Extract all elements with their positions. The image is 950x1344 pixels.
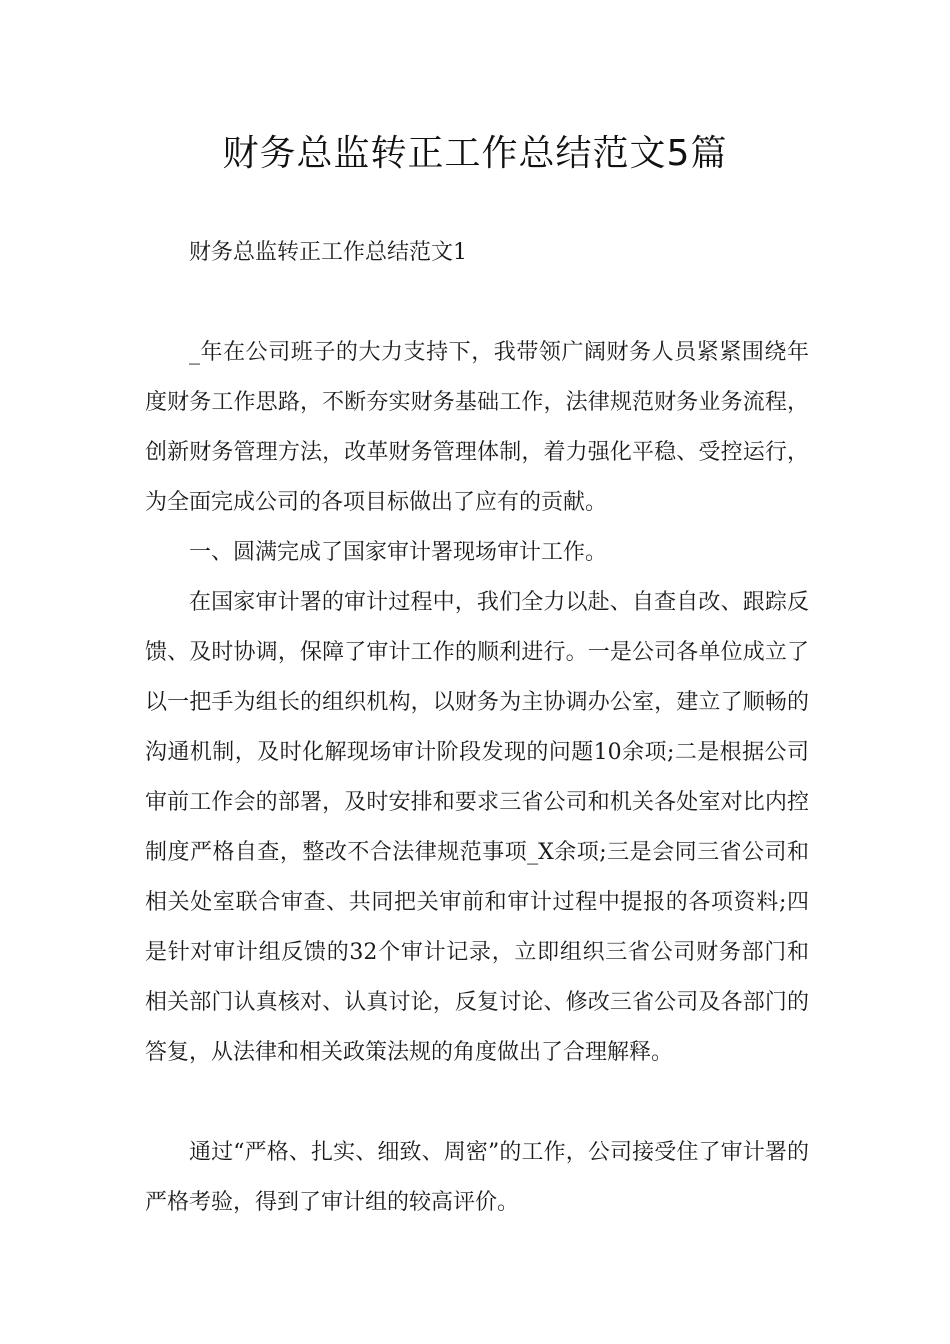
paragraph-audit-process: 在国家审计署的审计过程中，我们全力以赴、自查自改、跟踪反馈、及时协调，保障了审计工作的顺利进行。一是公司各单位成立了以一把手为组长的组织机构，以财务为主协调办公室，建立了顺畅的沟通机制，及时化解现场审计阶段发现的问题10余项;二是根据公司审前工作会的部署，及时安排和要求三省公司和机关各处室对比内控制度严格自查，整改不合法律规范事项_X余项;三是会同三省公司和相关处室联合审查、共同把关审前和审计过程中提报的各项资料;四是针对审计组反馈的32个审计记录，立即组织三省公司财务部门和相关部门认真核对、认真讨论，反复讨论、修改三省公司及各部门的答复，从法律和相关政策法规的角度做出了合理解释。: [145, 590, 809, 1065]
section-subtitle: 财务总监转正工作总结范文1: [189, 240, 467, 265]
document-title: 财务总监转正工作总结范文5篇: [222, 133, 728, 174]
paragraph-audit-result: 通过“严格、扎实、细致、周密”的工作，公司接受住了审计署的严格考验，得到了审计组的较高评价。: [145, 1140, 809, 1215]
section-heading-one: 一、圆满完成了国家审计署现场审计工作。: [189, 540, 608, 565]
paragraph-intro: _年在公司班子的大力支持下，我带领广阔财务人员紧紧围绕年度财务工作思路，不断夯实财务基础工作，法律规范财务业务流程，创新财务管理方法，改革财务管理体制，着力强化平稳、受控运行，为全面完成公司的各项目标做出了应有的贡献。: [145, 340, 809, 515]
